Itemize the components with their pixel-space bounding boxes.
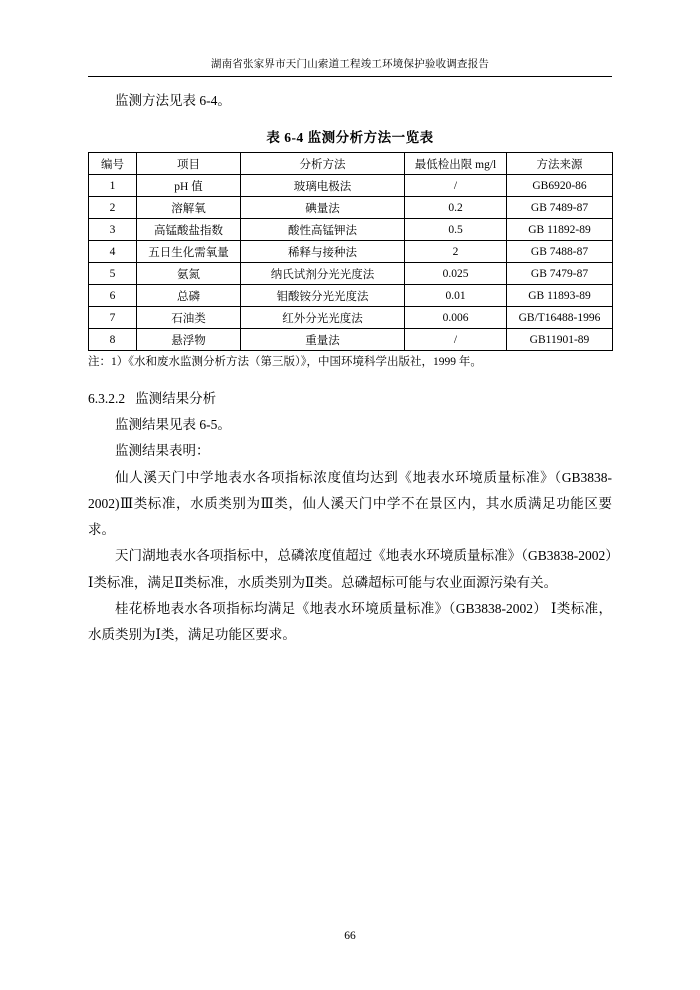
cell-detection-limit: 0.2: [405, 197, 507, 219]
table-row: [89, 241, 613, 263]
page-content: [88, 88, 612, 649]
table-row: [89, 263, 613, 285]
cell-detection-limit: /: [405, 329, 507, 351]
table-row: [89, 307, 613, 329]
paragraph: 监测结果见表 6-5。: [115, 416, 231, 432]
column-header: 项目: [137, 153, 241, 175]
table-row: [89, 175, 613, 197]
cell-index: 4: [89, 241, 137, 263]
cell-index: 7: [89, 307, 137, 329]
table-header-row: [89, 153, 613, 175]
cell-index: 2: [89, 197, 137, 219]
cell-source: GB 11893-89: [507, 285, 613, 307]
cell-index: 8: [89, 329, 137, 351]
cell-method: 重量法: [241, 329, 405, 351]
cell-index: 1: [89, 175, 137, 197]
table-note: 注：1）《水和废水监测分析方法（第三版）》，中国环境科学出版社，1999 年。: [88, 356, 482, 369]
cell-index: 6: [89, 285, 137, 307]
cell-source: GB 11892-89: [507, 219, 613, 241]
cell-index: 5: [89, 263, 137, 285]
cell-source: GB/T16488-1996: [507, 307, 613, 329]
cell-item: 高锰酸盐指数: [137, 219, 241, 241]
column-header: 最低检出限 mg/l: [405, 153, 507, 175]
paragraph: 仙人溪天门中学地表水各项指标浓度值均达到《地表水环境质量标准》（GB3838-2002)Ⅲ类标准，水质类别为Ⅲ类，仙人溪天门中学不在景区内，其水质满足功能区要求。: [88, 469, 612, 538]
cell-index: 3: [89, 219, 137, 241]
cell-method: 玻璃电极法: [241, 175, 405, 197]
cell-item: 悬浮物: [137, 329, 241, 351]
cell-source: GB11901-89: [507, 329, 613, 351]
cell-source: GB6920-86: [507, 175, 613, 197]
cell-detection-limit: 0.01: [405, 285, 507, 307]
cell-item: 石油类: [137, 307, 241, 329]
table-row: [89, 219, 613, 241]
cell-method: 稀释与接种法: [241, 241, 405, 263]
cell-detection-limit: 0.5: [405, 219, 507, 241]
cell-method: 钼酸铵分光光度法: [241, 285, 405, 307]
cell-item: 五日生化需氧量: [137, 241, 241, 263]
column-header: 方法来源: [507, 153, 613, 175]
table-row: [89, 285, 613, 307]
cell-item: 总磷: [137, 285, 241, 307]
cell-source: GB 7489-87: [507, 197, 613, 219]
table-row: [89, 329, 613, 351]
cell-detection-limit: 0.006: [405, 307, 507, 329]
section-number: 6.3.2.2: [88, 390, 126, 406]
table-caption: 表 6-4 监测分析方法一览表: [266, 130, 434, 146]
section-title: 监测结果分析: [135, 390, 217, 406]
cell-method: 红外分光光度法: [241, 307, 405, 329]
running-header: 湖南省张家界市天门山索道工程竣工环境保护验收调查报告: [210, 59, 490, 70]
cell-item: 氨氮: [137, 263, 241, 285]
cell-detection-limit: 2: [405, 241, 507, 263]
cell-item: 溶解氧: [137, 197, 241, 219]
cell-method: 碘量法: [241, 197, 405, 219]
cell-detection-limit: /: [405, 175, 507, 197]
column-header: 分析方法: [241, 153, 405, 175]
section-heading: [88, 386, 612, 412]
table-row: [89, 197, 613, 219]
cell-method: 酸性高锰钾法: [241, 219, 405, 241]
header-divider: [88, 76, 612, 77]
section-body: [88, 412, 612, 649]
cell-detection-limit: 0.025: [405, 263, 507, 285]
intro-line: 监测方法见表 6-4。: [115, 93, 231, 108]
column-header: 编号: [89, 153, 137, 175]
cell-method: 纳氏试剂分光光度法: [241, 263, 405, 285]
paragraph: 天门湖地表水各项指标中，总磷浓度值超过《地表水环境质量标准》（GB3838-2002）Ⅰ类标准，满足Ⅱ类标准，水质类别为Ⅱ类。总磷超标可能与农业面源污染有关。: [88, 548, 612, 590]
paragraph: 监测结果表明：: [115, 443, 210, 459]
cell-item: pH 值: [137, 175, 241, 197]
monitoring-methods-table: [88, 152, 613, 351]
page-number: 66: [344, 930, 356, 942]
paragraph: 桂花桥地表水各项指标均满足《地表水环境质量标准》（GB3838-2002） Ⅰ类标准，水质类别为Ⅰ类，满足功能区要求。: [88, 601, 612, 643]
cell-source: GB 7479-87: [507, 263, 613, 285]
cell-source: GB 7488-87: [507, 241, 613, 263]
